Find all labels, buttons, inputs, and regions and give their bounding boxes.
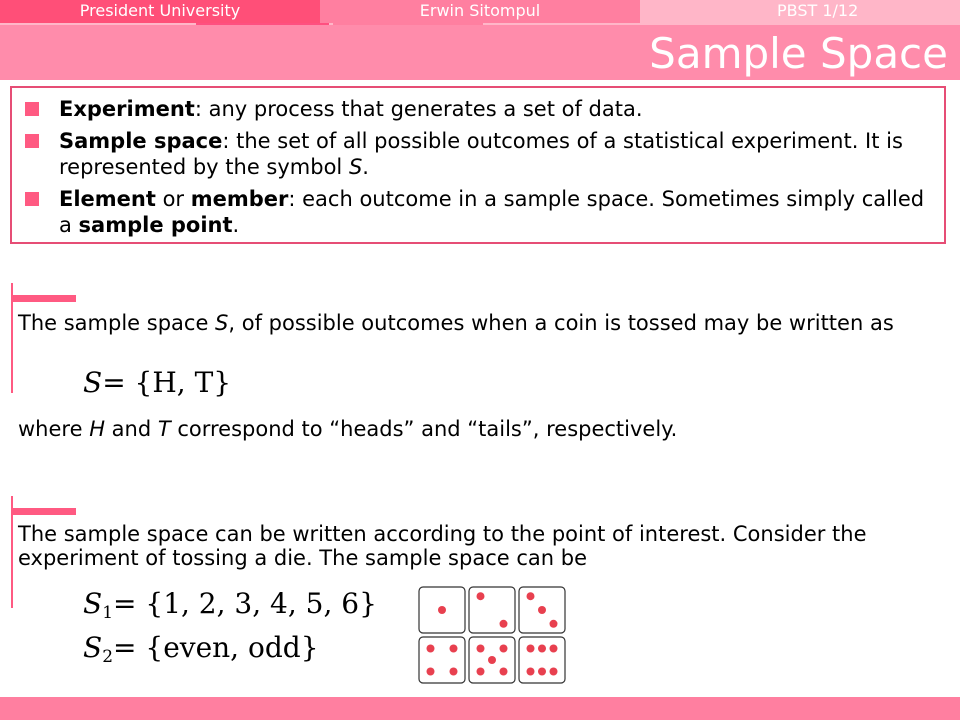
term-member: member xyxy=(190,187,289,211)
die-pip xyxy=(538,668,546,676)
definition-text: : the set of all possible outcomes of a statistical experiment. It is represented by the symbol xyxy=(59,129,903,179)
die-pip xyxy=(538,606,546,614)
bullet-square-icon xyxy=(25,102,39,116)
definition-end: . xyxy=(362,155,369,179)
footer-page: PBST 1/12 xyxy=(640,0,960,23)
die-pip xyxy=(438,606,446,614)
die-face-6 xyxy=(519,637,565,683)
footer-author: Erwin Sitompul xyxy=(320,0,640,23)
die-face-4 xyxy=(419,637,465,683)
die-pip xyxy=(500,620,508,628)
die-face-3 xyxy=(519,587,565,633)
bullet-square-icon xyxy=(25,192,39,206)
die-formula-s2: $S_2=$ {even, odd} xyxy=(83,631,319,667)
die-face-2 xyxy=(469,587,515,633)
footer xyxy=(0,697,960,720)
die-formula-s1: $S_1= \{1$, 2, 3, 4, 5, 6} xyxy=(83,587,377,623)
footer-university: President University xyxy=(0,0,320,23)
die-pip xyxy=(550,645,558,653)
term-sample-space: Sample space xyxy=(59,129,223,153)
definition-text: : each outcome in a sample space. Sometimes simply called a xyxy=(59,187,925,237)
definitions-box xyxy=(10,86,946,244)
term-element: Element xyxy=(59,187,156,211)
die-pip xyxy=(477,668,485,676)
definition-connector: or xyxy=(155,187,191,211)
bullet-square-icon xyxy=(25,134,39,148)
die-pip xyxy=(477,645,485,653)
die-pip xyxy=(500,668,508,676)
die-pip xyxy=(500,645,508,653)
die-pip xyxy=(450,668,458,676)
symbol-s: S xyxy=(348,155,363,179)
die-pip xyxy=(450,645,458,653)
term-experiment: Experiment xyxy=(59,97,195,121)
die-pip xyxy=(477,592,485,600)
die-example-text: The sample space can be written according to the point of interest. Consider the experiment of tossing a die. The sample space can be xyxy=(18,522,867,570)
decor-line-horizontal xyxy=(11,295,76,302)
die-pip xyxy=(550,668,558,676)
die-pip xyxy=(427,668,435,676)
die-pip xyxy=(527,668,535,676)
dice-faces-illustration xyxy=(418,586,568,686)
term-sample-point: sample point xyxy=(78,213,233,237)
coin-example-text: The sample space S, of possible outcomes when a coin is tossed may be written as xyxy=(18,311,894,335)
die-face-5 xyxy=(469,637,515,683)
die-pip xyxy=(550,620,558,628)
slide-title: Sample Space xyxy=(649,29,948,78)
definition-end: . xyxy=(232,213,240,237)
die-pip xyxy=(488,656,496,664)
die-face-1 xyxy=(419,587,465,633)
die-pip xyxy=(527,592,535,600)
die-pip xyxy=(527,645,535,653)
coin-sample-space-formula: S= {H, T} xyxy=(83,366,232,399)
coin-example-explanation: where H and T correspond to “heads” and “tails”, respectively. xyxy=(18,417,678,441)
decor-line-horizontal xyxy=(11,508,76,515)
definition-text: : any process that generates a set of data. xyxy=(194,97,643,121)
die-pip xyxy=(427,645,435,653)
die-pip xyxy=(538,645,546,653)
